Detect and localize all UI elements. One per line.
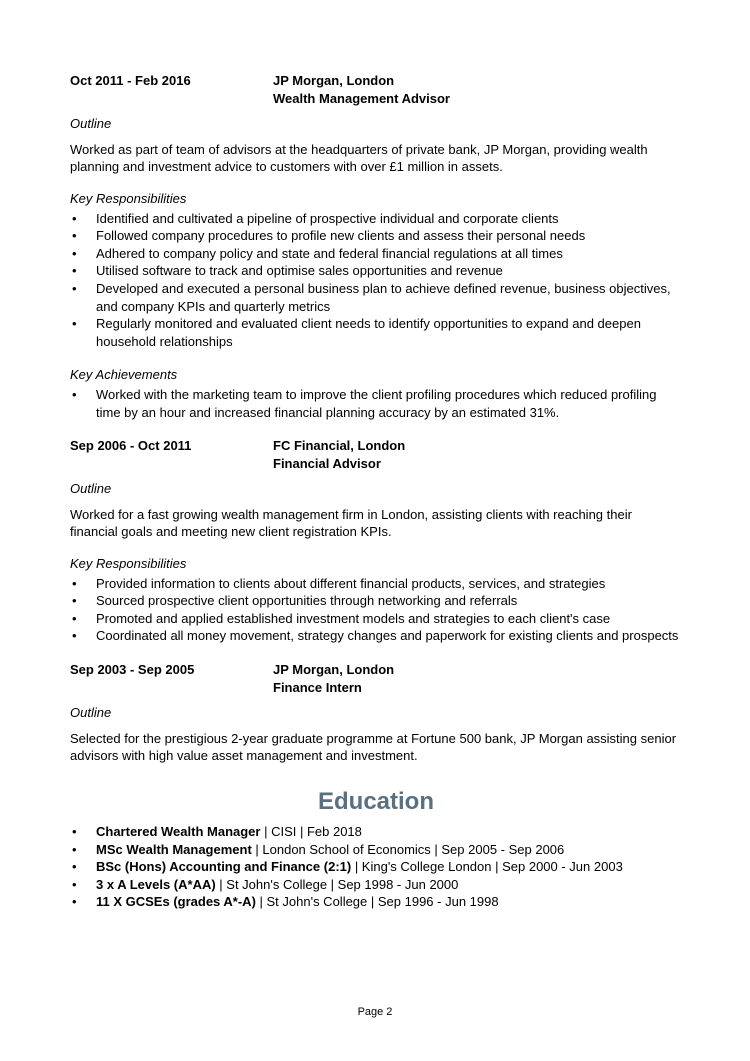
education-heading: Education <box>317 788 434 815</box>
qualification-name: Chartered Wealth Manager <box>96 824 261 839</box>
list-item: • Utilised software to track and optimise sales opportunities and revenue <box>70 262 682 280</box>
job-org-block <box>273 72 450 107</box>
job-header <box>70 661 682 696</box>
qualification-details: | King's College London | Sep 2000 - Jun 2003 <box>351 859 623 875</box>
outline-text: Worked for a fast growing wealth management firm in London, assisting clients with reaching their financial goals and meeting new client registration KPIs. <box>70 506 632 540</box>
education-item <box>70 858 682 876</box>
list-item: • Provided information to clients about different financial products, services, and strategies <box>70 575 682 593</box>
job-header <box>70 437 682 472</box>
qualification-name: 11 X GCSEs (grades A*-A) <box>96 894 256 910</box>
qualification-details: | CISI | Feb 2018 <box>260 824 362 839</box>
responsibilities-label: Key Responsibilities <box>70 556 187 572</box>
spacer <box>70 645 682 661</box>
qualification-name: 3 x A Levels (A*AA) <box>96 876 216 892</box>
outline-label: Outline <box>70 705 112 721</box>
job-employer: FC Financial, London <box>273 438 406 454</box>
job-dates: Oct 2011 - Feb 2016 <box>70 73 191 88</box>
job-dates: Sep 2006 - Oct 2011 <box>70 438 192 454</box>
page-number: Page 2 <box>357 1006 393 1018</box>
job-org-block <box>273 661 394 696</box>
job-title: Wealth Management Advisor <box>273 90 450 106</box>
responsibilities-label: Key Responsibilities <box>70 190 187 206</box>
job-entry <box>70 72 682 421</box>
job-employer: JP Morgan, London <box>273 662 395 678</box>
job-org-block <box>273 437 405 472</box>
list-item: • Developed and executed a personal business plan to achieve defined revenue, business objectives, and company KPIs and quarterly metrics <box>70 280 682 315</box>
education-item <box>70 893 682 911</box>
qualification-name: BSc (Hons) Accounting and Finance (2:1) <box>96 859 352 875</box>
job-title: Finance Intern <box>273 679 362 695</box>
achievements-list <box>70 386 682 421</box>
responsibilities-list <box>70 210 682 351</box>
qualification-details: | St John's College | Sep 1998 - Jun 2000 <box>215 876 459 892</box>
list-item: • Adhered to company policy and state and federal financial regulations at all times <box>70 245 682 263</box>
education-item <box>70 823 682 841</box>
qualification-details: | St John's College | Sep 1996 - Jun 1998 <box>255 894 499 910</box>
job-title: Financial Advisor <box>273 455 381 471</box>
responsibilities-list <box>70 575 682 645</box>
list-item: • Followed company procedures to profile new clients and assess their personal needs <box>70 227 682 245</box>
qualification-details: | London School of Economics | Sep 2005 - Sep 2006 <box>251 841 565 857</box>
education-item <box>70 876 682 894</box>
list-item: • Worked with the marketing team to improve the client profiling procedures which reduced profiling time by an hour and increased financial planning accuracy by an estimated 31%. <box>70 386 682 421</box>
education-item <box>70 841 682 859</box>
outline-text: Worked as part of team of advisors at the headquarters of private bank, JP Morgan, providing wealth planning and investment advice to customers with over £1 million in assets. <box>70 141 648 175</box>
spacer <box>70 421 682 437</box>
job-dates: Sep 2003 - Sep 2005 <box>70 662 195 678</box>
list-item: • Coordinated all money movement, strategy changes and paperwork for existing clients and prospects <box>70 627 682 645</box>
cv-page <box>70 72 682 911</box>
qualification-name: MSc Wealth Management <box>96 841 252 857</box>
list-item: • Promoted and applied established investment models and strategies to each client's case <box>70 610 682 628</box>
education-list <box>70 823 682 911</box>
outline-label: Outline <box>70 116 112 132</box>
job-employer: JP Morgan, London <box>273 73 395 88</box>
list-item: • Identified and cultivated a pipeline of prospective individual and corporate clients <box>70 210 682 228</box>
achievements-label: Key Achievements <box>70 367 178 383</box>
job-header <box>70 72 682 107</box>
outline-label: Outline <box>70 481 112 497</box>
list-item: • Regularly monitored and evaluated client needs to identify opportunities to expand and deepen household relationships <box>70 315 682 350</box>
outline-text: Selected for the prestigious 2-year graduate programme at Fortune 500 bank, JP Morgan assisting senior advisors with high value asset management and investment. <box>70 730 677 764</box>
job-entry <box>70 661 682 765</box>
job-entry <box>70 437 682 645</box>
list-item: • Sourced prospective client opportunities through networking and referrals <box>70 592 682 610</box>
